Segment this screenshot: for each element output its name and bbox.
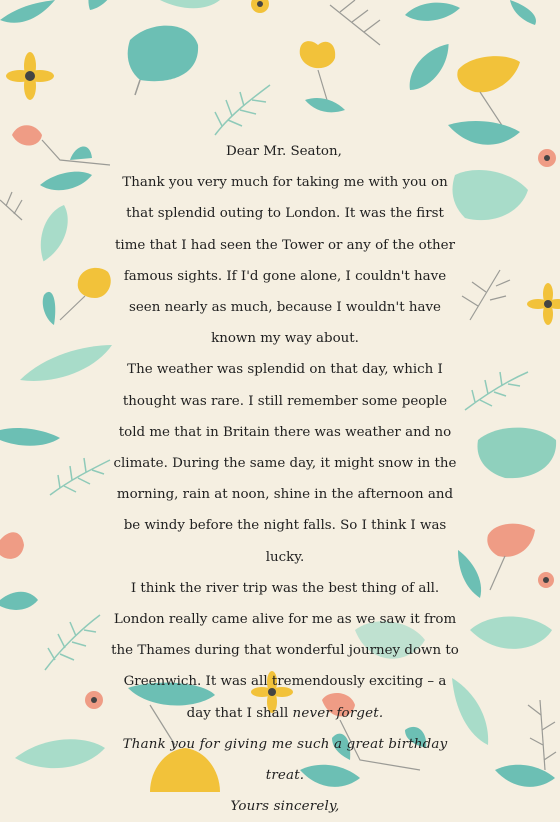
leaf-icon xyxy=(33,201,75,265)
flower-icon xyxy=(457,56,520,130)
flower-icon xyxy=(85,691,103,709)
leaf-icon xyxy=(0,428,60,446)
sprig-icon xyxy=(462,270,510,320)
paragraph-3-text: I think the river trip was the best thing of all. London really came alive for me as we saw it from the Thames during that wonderful journey down to Greenwich. It was all tremendously exciting – a day that I shall xyxy=(111,580,459,721)
never-forget-text: never forget. xyxy=(292,705,384,721)
leaf-icon xyxy=(20,345,112,381)
sprig-icon xyxy=(528,700,556,770)
paragraph-2: The weather was splendid on that day, which I thought was rare. I still remember some people told me that in Britain there was weather and no climate. During the same day, it might snow in the morning, rain at noon, shine in the afternoon and be windy before the night falls. So I think I was lucky. xyxy=(113,362,457,565)
flower-icon xyxy=(527,283,560,325)
sprig-icon xyxy=(215,85,270,135)
round-leaf-icon xyxy=(470,617,552,649)
tulip-icon xyxy=(60,268,111,320)
flower-icon xyxy=(538,149,556,167)
daisy-icon xyxy=(6,52,54,100)
sprig-icon xyxy=(0,192,22,220)
flower-bud-icon xyxy=(0,532,24,559)
leaf-icon xyxy=(0,0,55,23)
leaf-icon xyxy=(43,292,56,325)
round-leaf-icon xyxy=(128,26,198,95)
paragraph-1: Thank you very much for taking me with you on that splendid outing to London. It was the first time that I had seen the Tower or any of the other famous sights. If I'd gone alone, I couldn't have seen nearly as much, because I wouldn't have known my way about. xyxy=(115,175,455,347)
sprig-icon xyxy=(330,0,380,45)
flower-icon xyxy=(487,524,535,590)
thanks-line: Thank you for giving me such a great birthday treat. xyxy=(122,736,448,784)
leaf-icon xyxy=(0,592,38,610)
sprig-icon xyxy=(45,615,100,670)
flower-bud-icon xyxy=(12,125,110,165)
leaf-icon xyxy=(405,0,536,25)
leaf-icon xyxy=(401,37,457,97)
flower-icon xyxy=(251,0,269,13)
closing: Yours sincerely, xyxy=(230,799,340,815)
leaf-icon xyxy=(458,550,481,598)
leaf-icon xyxy=(40,172,92,191)
round-leaf-icon xyxy=(477,428,556,479)
letter-body xyxy=(110,136,460,822)
flower-icon xyxy=(538,572,554,588)
tulip-icon xyxy=(300,41,345,112)
round-leaf-icon xyxy=(452,170,528,220)
leaf-icon xyxy=(80,0,130,16)
leaf-icon xyxy=(15,739,105,768)
sprig-icon xyxy=(50,458,110,495)
leaf-icon xyxy=(160,0,220,8)
paragraph-3 xyxy=(110,573,460,729)
salutation: Dear Mr. Seaton, xyxy=(226,144,342,159)
sprig-icon xyxy=(465,372,528,410)
